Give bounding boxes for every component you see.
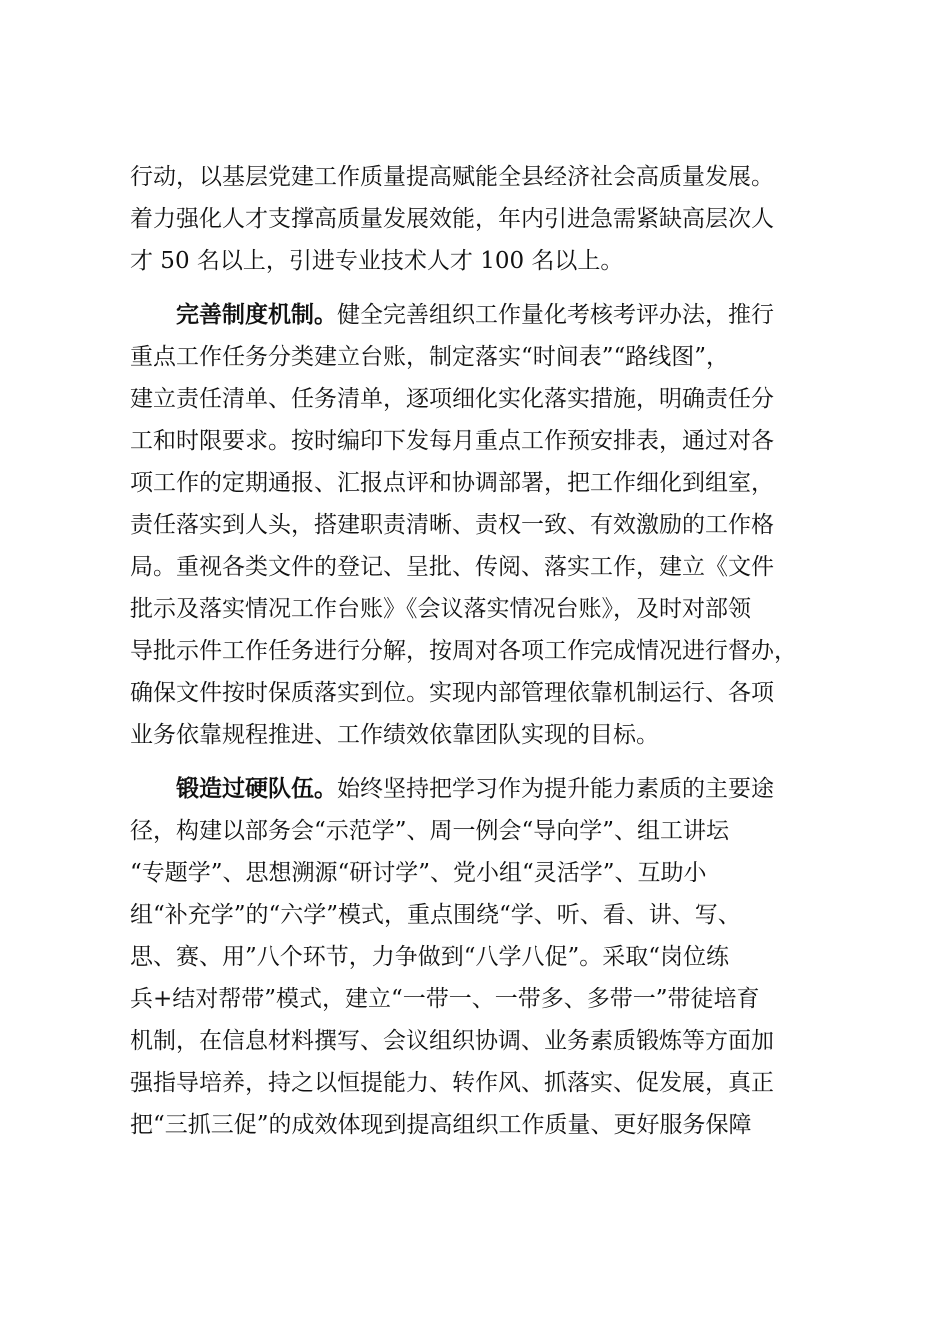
text-line: 兵+结对帮带”模式，建立“一带一、一带多、多带一”带徒培育 [130,986,760,1012]
text-line [130,768,830,810]
section-heading-system: 完善制度机制。 [176,302,337,328]
text-line: 重点工作任务分类建立台账，制定落实“时间表”“路线图”， [130,344,730,370]
text-line: 组“补充学”的“六学”模式，重点围绕“学、听、看、讲、写、 [130,902,741,928]
text-line: 批示及落实情况工作台账》《会议落实情况台账》，及时对部领 [130,596,751,622]
text-line: 业务依靠规程推进、工作绩效依靠团队实现的目标。 [130,722,659,748]
text-line: 把“三抓三促”的成效体现到提高组织工作质量、更好服务保障 [130,1112,752,1138]
section-heading-team: 锻造过硬队伍。 [176,776,337,802]
text-line: 强指导培养，持之以恒提能力、转作风、抓落实、促发展，真正 [130,1070,774,1096]
text-line: 着力强化人才支撑高质量发展效能，年内引进急需紧缺高层次人 [130,206,774,232]
text-run: 健全完善组织工作量化考核考评办法，推行 [337,302,774,328]
text-line: 才 50 名以上，引进专业技术人才 100 名以上。 [130,248,624,274]
text-line: 径，构建以部务会“示范学”、周一例会“导向学”、组工讲坛 [130,818,730,844]
paragraph-3 [130,768,830,1146]
paragraph-gap [130,282,830,294]
text-line: 确保文件按时保质落实到位。实现内部管理依靠机制运行、各项 [130,680,774,706]
document-body [130,156,830,1146]
text-line: 机制，在信息材料撰写、会议组织协调、业务素质锻炼等方面加 [130,1028,774,1054]
text-line: 局。重视各类文件的登记、呈批、传阅、落实工作，建立《文件 [130,554,774,580]
paragraph-2 [130,294,830,756]
text-line [130,294,830,336]
paragraph-1 [130,156,830,282]
text-line: 项工作的定期通报、汇报点评和协调部署，把工作细化到组室， [130,470,774,496]
text-line: 工和时限要求。按时编印下发每月重点工作预安排表，通过对各 [130,428,774,454]
text-line: 导批示件工作任务进行分解，按周对各项工作完成情况进行督办， [130,638,797,664]
text-line: 责任落实到人头，搭建职责清晰、责权一致、有效激励的工作格 [130,512,774,538]
text-line: 思、赛、用”八个环节，力争做到“八学八促”。采取“岗位练 [130,944,730,970]
text-run: 始终坚持把学习作为提升能力素质的主要途 [337,776,774,802]
paragraph-gap [130,756,830,768]
text-line: “专题学”、思想溯源“研讨学”、党小组“灵活学”、互助小 [130,860,707,886]
text-line: 建立责任清单、任务清单，逐项细化实化落实措施，明确责任分 [130,386,774,412]
text-line: 行动，以基层党建工作质量提高赋能全县经济社会高质量发展。 [130,164,774,190]
